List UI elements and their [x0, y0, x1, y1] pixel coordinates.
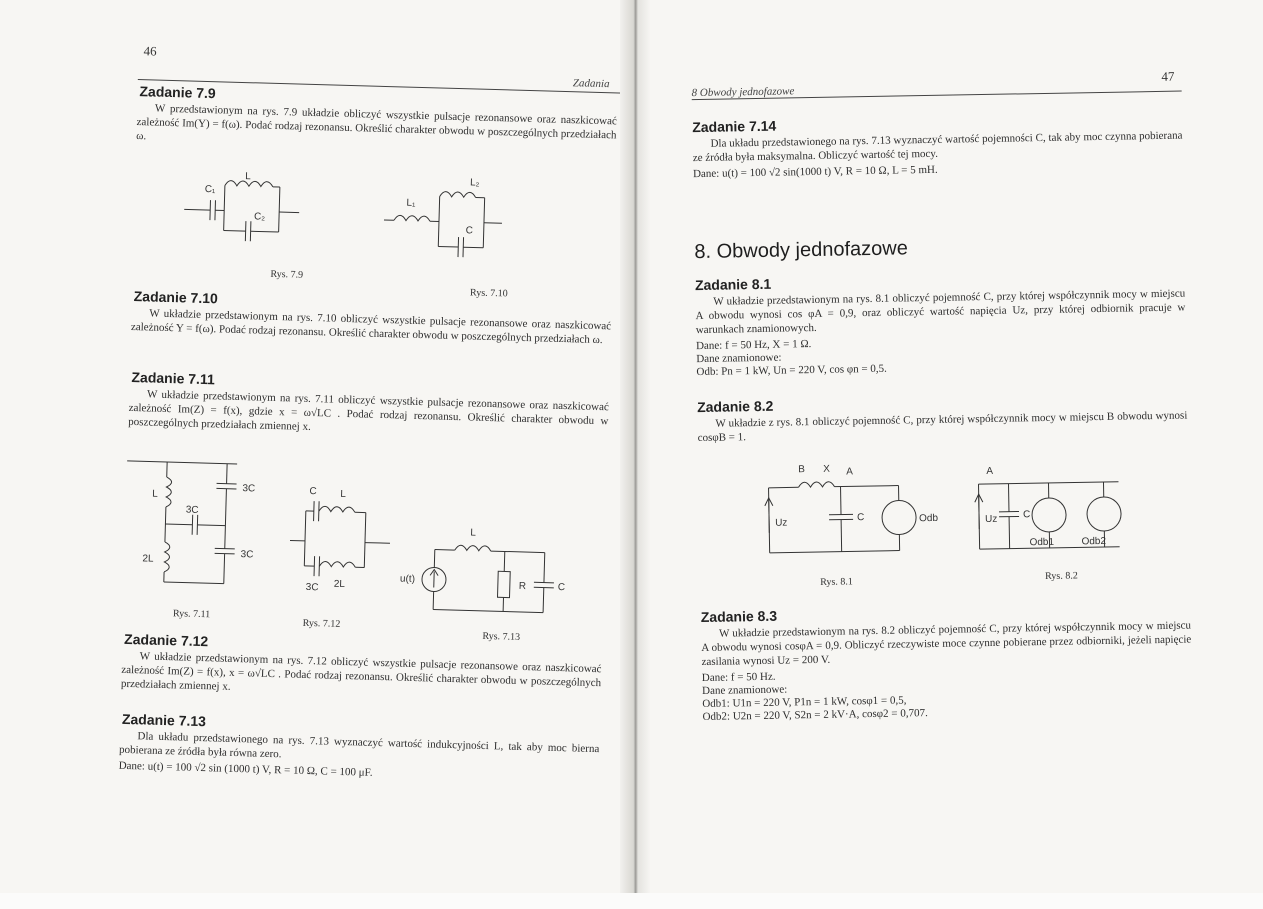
- task-text: W przedstawionym na rys. 7.9 układzie obliczyć wszystkie pulsacje rezonansowe oraz naszkicować zależność Im(Y) = f(ω). Podać rodzaj rezonansu. Określić charakter obwodu w poszczególnych przedziałach ω.: [136, 101, 617, 156]
- task-title: Zadanie 8.1: [695, 276, 772, 293]
- task-text: W układzie przedstawionym na rys. 8.1 obliczyć pojemność C, przy której współczynnik mocy w miejscu A obwodu wynosi cos φA = 0,9, oraz obliczyć wartość napięcia Uz, przy której odbiornik pracuje w warunkach znamionowych.: [695, 287, 1186, 338]
- label-c-7-12: C: [309, 486, 317, 497]
- task-given: Dane znamionowe:: [696, 344, 1186, 367]
- task-text: Dla układu przedstawionego na rys. 7.13 wyznaczyć wartość pojemności C, tak aby moc czynna pobierana ze źródła była maksymalna. Obliczyć wartość tej mocy.: [692, 129, 1182, 166]
- label-2l-7-12: 2L: [334, 579, 346, 590]
- label-2l-7-11: 2L: [142, 553, 154, 564]
- running-header: 8 Obwody jednofazowe: [692, 85, 795, 99]
- task-given: Dane znamionowe:: [702, 675, 1192, 698]
- label-l2: L₂: [470, 177, 480, 188]
- task-text: Dla układu przedstawionego na rys. 7.13 wyznaczyć wartość indukcyjności L, tak aby moc bierna pobierana ze źródła była równa zero.: [119, 729, 600, 770]
- label-c: C: [466, 225, 474, 236]
- label-l1: L₁: [406, 198, 416, 209]
- label-l-7-11: L: [152, 489, 158, 500]
- label-c1: C₁: [205, 184, 217, 195]
- label-uz2: Uz: [985, 514, 997, 525]
- page-number: 46: [143, 43, 156, 59]
- running-header: Zadania: [573, 77, 610, 90]
- caption-rys-7-13: Rys. 7.13: [482, 631, 520, 643]
- left-page: [30, 0, 630, 893]
- task-title: Zadanie 8.2: [697, 398, 774, 415]
- chapter-heading: 8. Obwody jednofazowe: [694, 237, 908, 264]
- caption-rys-7-12: Rys. 7.12: [303, 618, 341, 630]
- task-given: Dane: f = 50 Hz, X = 1 Ω.: [696, 331, 1186, 354]
- label-r-7-13: R: [519, 581, 527, 592]
- label-x: X: [823, 464, 830, 475]
- label-ut: u(t): [400, 574, 415, 585]
- label-3c-a: 3C: [242, 483, 255, 494]
- caption-rys-8-2: Rys. 8.2: [1045, 570, 1078, 582]
- task-given: Odb1: U1n = 220 V, P1n = 1 kW, cosφ1 = 0,5,: [702, 688, 1192, 711]
- task-text: W układzie przedstawionym na rys. 7.12 obliczyć wszystkie pulsacje rezonansowe oraz naszkicować zależność Im(Z) = f(x), x = ω√LC . Podać rodzaj rezonansu. Określić charakter obwodu w poszczególnych przedziałach zmiennej x.: [121, 649, 602, 704]
- label-uz: Uz: [775, 518, 787, 529]
- task-title: Zadanie 7.12: [124, 631, 208, 649]
- label-c2: C₂: [254, 211, 266, 222]
- caption-rys-8-1: Rys. 8.1: [820, 576, 853, 588]
- label-l-7-12: L: [340, 489, 346, 500]
- task-title: Zadanie 7.14: [692, 118, 776, 135]
- task-text: W układzie przedstawionym na rys. 7.10 obliczyć wszystkie pulsacje rezonansowe oraz naszkicować zależność Y = f(ω). Podać rodzaj rezonansu. Określić charakter obwodu w poszczególnych przedziałach ω.: [131, 306, 612, 347]
- circuit-figure-7-11-7-13: [123, 451, 607, 624]
- page-number: 47: [1161, 69, 1174, 85]
- caption-rys-7-9: Rys. 7.9: [270, 269, 303, 281]
- label-3c-b: 3C: [186, 505, 199, 516]
- right-page: [640, 0, 1240, 893]
- label-3c-c: 3C: [240, 549, 253, 560]
- task-text: W układzie przedstawionym na rys. 7.11 obliczyć wszystkie pulsacje rezonansowe oraz naszkicować zależność Im(Z) = f(x), gdzie x = ω√LC . Podać rodzaj rezonansu. Określić charakter obwodu w poszczególnych przedziałach zmiennej x.: [128, 387, 609, 442]
- task-given: Odb: Pn = 1 kW, Un = 220 V, cos φn = 0,5.: [696, 357, 1186, 380]
- label-a: A: [846, 466, 853, 477]
- task-title: Zadanie 7.13: [122, 711, 206, 729]
- task-title: Zadanie 7.9: [139, 83, 216, 101]
- circuit-figure-8-1-8-2: [758, 451, 1140, 568]
- task-given: Dane: u(t) = 100 √2 sin (1000 t) V, R = 10 Ω, C = 100 μF.: [118, 759, 598, 786]
- label-c-7-13: C: [558, 582, 566, 593]
- task-text: W układzie z rys. 8.1 obliczyć pojemność C, przy której współczynnik mocy w miejscu B obwodu wynosi cosφB = 1.: [697, 409, 1187, 446]
- circuit-figure-7-9: [183, 169, 546, 279]
- caption-rys-7-10: Rys. 7.10: [470, 287, 508, 299]
- caption-rys-7-11: Rys. 7.11: [173, 608, 211, 620]
- label-a2: A: [986, 466, 993, 477]
- label-c-8-1: C: [857, 512, 864, 523]
- label-3c-7-12: 3C: [306, 582, 319, 593]
- label-c-8-2: C: [1023, 509, 1030, 520]
- label-odb1: Odb1: [1029, 537, 1054, 548]
- task-text: W układzie przedstawionym na rys. 8.2 obliczyć pojemność C, przy której współczynnik mocy w miejscu A obwodu wynosi cosφA = 0,9. Obliczyć rzeczywiste moce czynne pobierane przez odbiorniki, jeżeli napięcie zasilania wynosi Uz = 200 V.: [701, 618, 1192, 669]
- task-given: Odb2: U2n = 220 V, S2n = 2 kV·A, cosφ2 = 0,707.: [702, 701, 1192, 724]
- task-given: Dane: u(t) = 100 √2 sin(1000 t) V, R = 10 Ω, L = 5 mH.: [693, 159, 1183, 182]
- label-l-7-13: L: [470, 528, 476, 539]
- task-given: Dane: f = 50 Hz.: [702, 662, 1192, 685]
- task-title: Zadanie 7.11: [131, 369, 215, 387]
- label-l: L: [245, 171, 251, 182]
- task-title: Zadanie 8.3: [701, 608, 778, 625]
- label-b: B: [798, 464, 805, 475]
- label-odb2: Odb2: [1081, 536, 1106, 547]
- task-title: Zadanie 7.10: [134, 288, 218, 306]
- label-odb: Odb: [919, 513, 939, 524]
